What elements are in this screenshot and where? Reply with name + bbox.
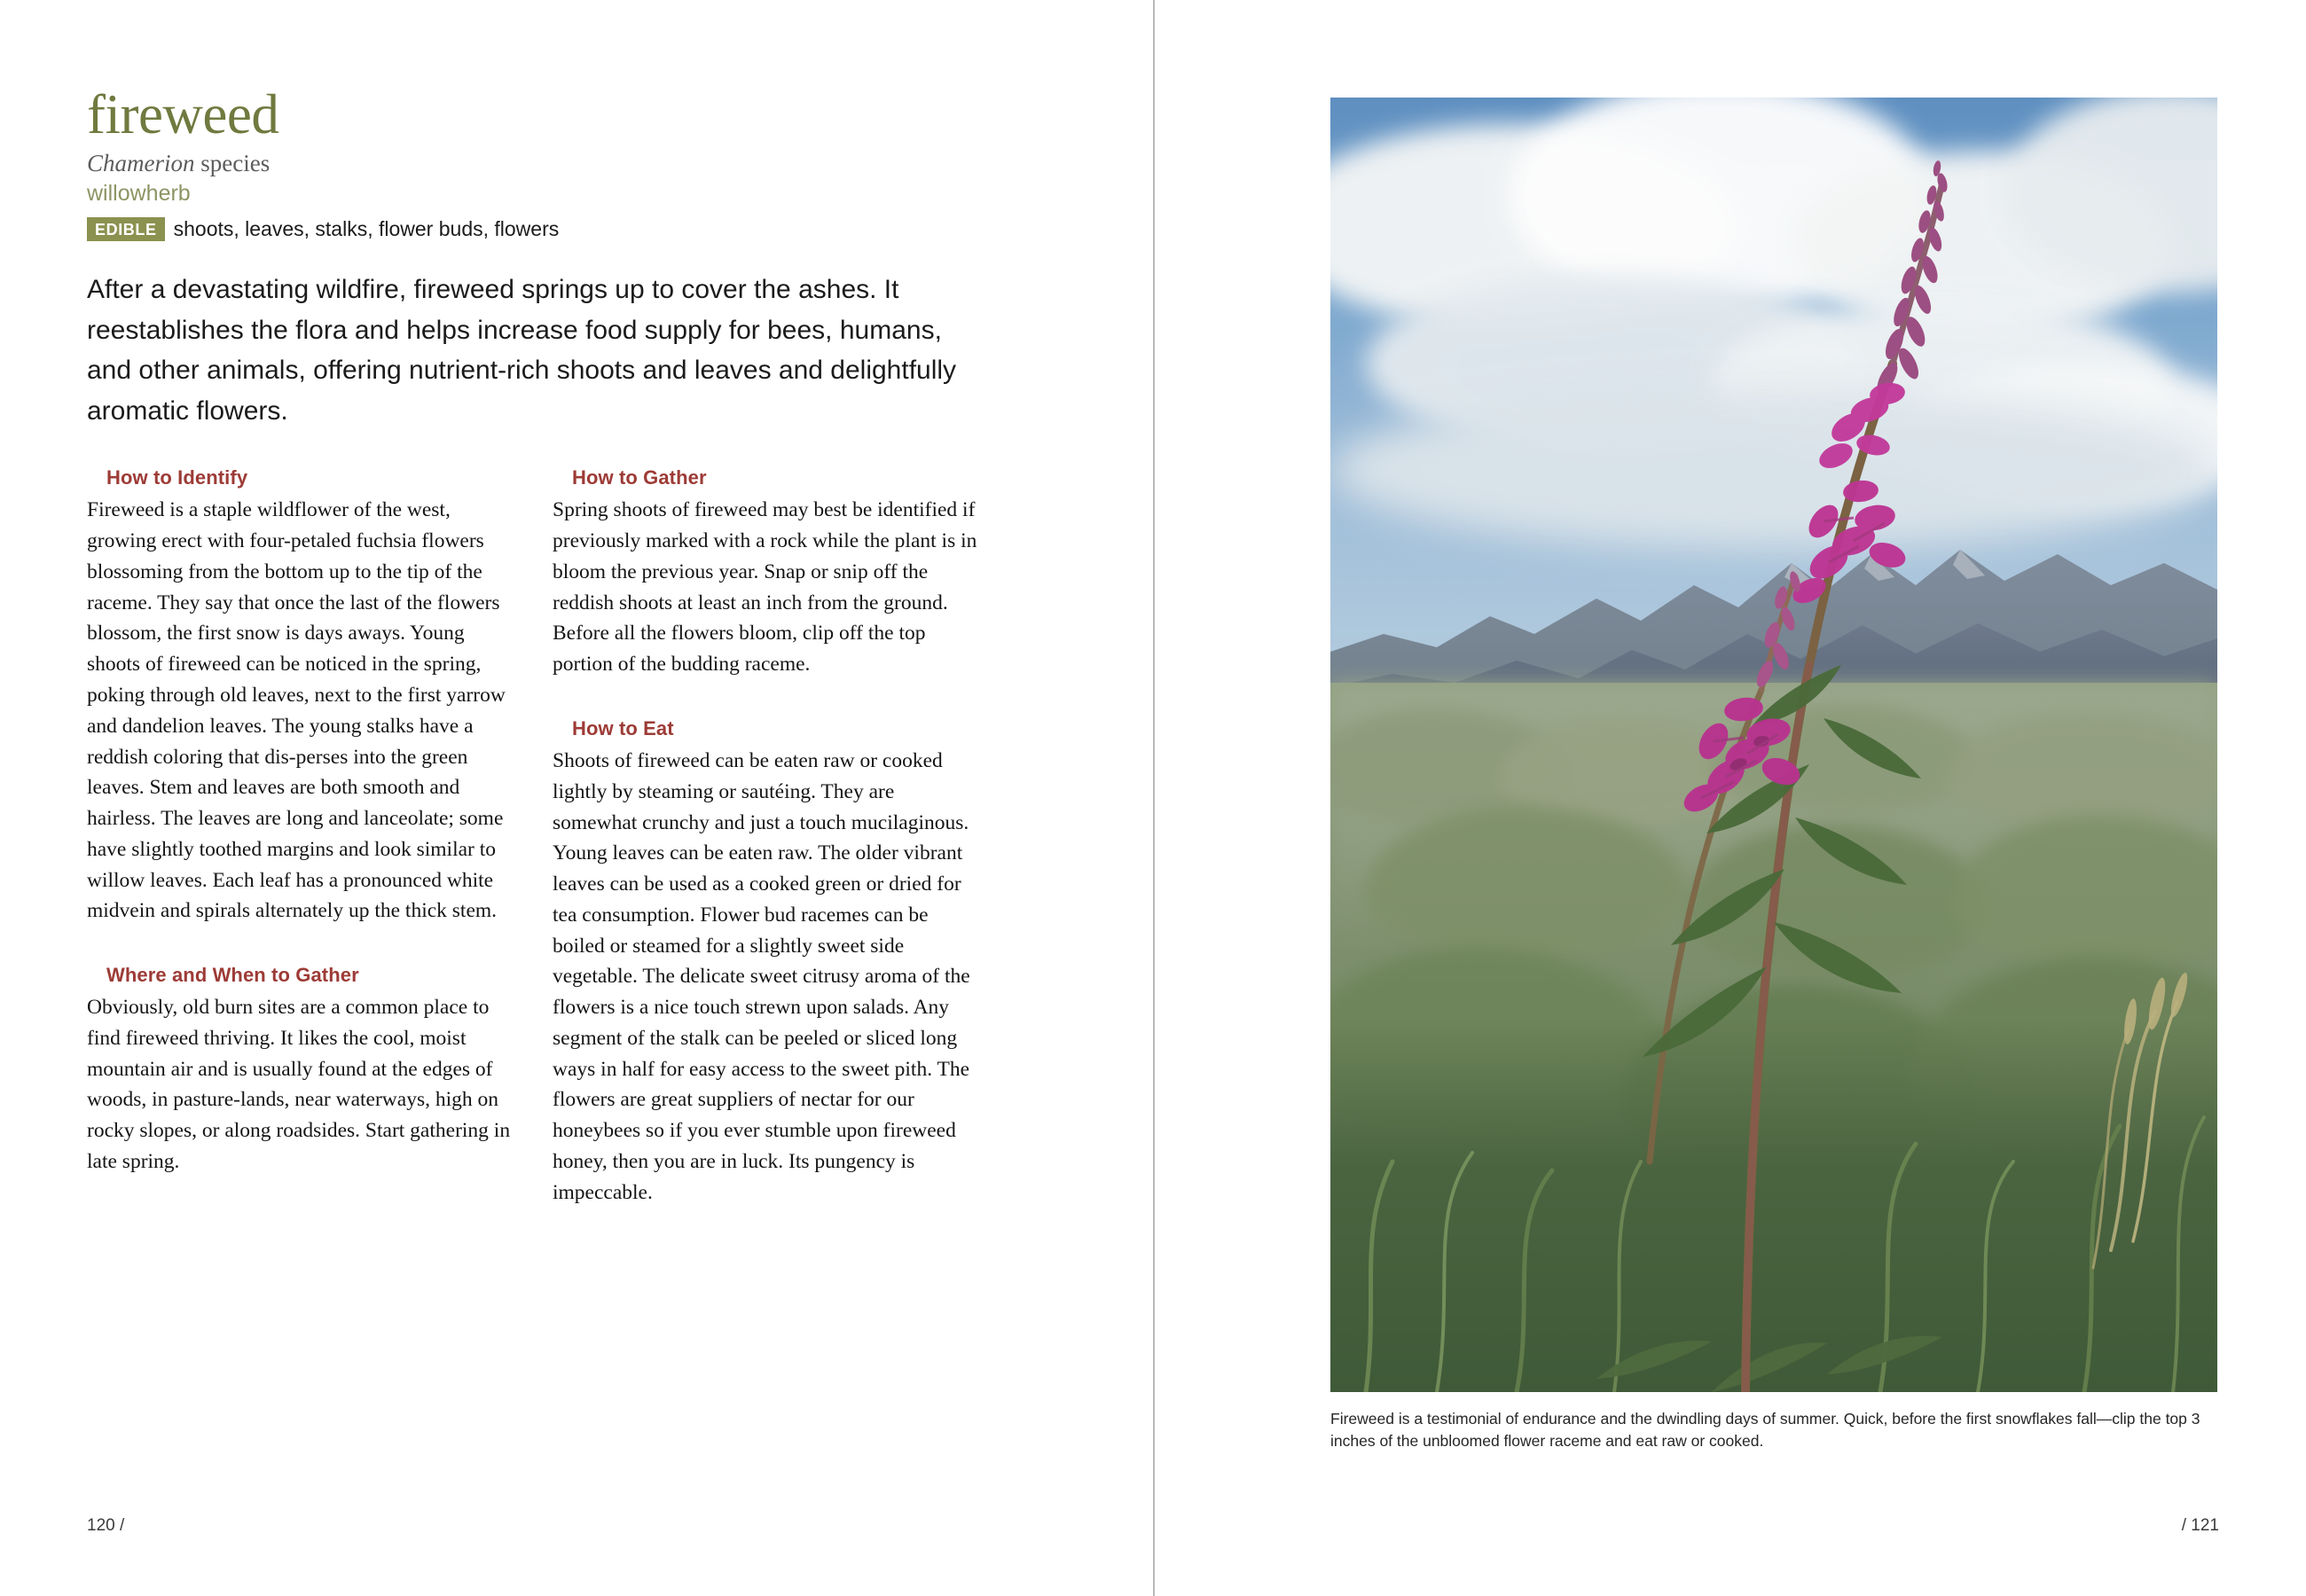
flower-cluster-mid	[1789, 479, 1909, 608]
column-left	[87, 466, 517, 1208]
right-page	[1153, 0, 2306, 1596]
common-name: willowherb	[87, 181, 191, 206]
heading-how-to-gather: How to Gather	[572, 466, 707, 489]
fireweed-plant	[1330, 98, 2217, 1392]
two-column-body	[87, 466, 983, 1208]
fireweed-secondary-raceme	[1753, 570, 1802, 690]
left-page-content	[87, 83, 983, 1208]
heading-how-to-eat: How to Eat	[572, 716, 674, 739]
heading-where-and-when-to-gather: Where and When to Gather	[106, 964, 359, 987]
edible-row	[87, 217, 983, 241]
body-where-and-when-to-gather: Obviously, old burn sites are a common place to find fireweed thriving. It likes the cool, moist mountain air and is usually found at the edges of woods, in pasture-lands, near waterways, high on rocky slopes, or along roadsides. Start gathering in late spring.	[87, 996, 511, 1173]
body-how-to-gather: Spring shoots of fireweed may best be identified if previously marked with a rock while the plant is in bloom the previous year. Snap or snip off the reddish shoots at least an inch from the ground. Before all the flowers bloom, clip off the top portion of the budding raceme.	[553, 498, 977, 677]
latin-name	[87, 150, 983, 177]
latin-genus: Chamerion	[87, 150, 195, 176]
edible-badge: EDIBLE	[87, 217, 165, 241]
photo-caption: Fireweed is a testimonial of endurance and the dwindling days of summer. Quick, before the first snowflakes fall—clip the top 3 inches of the unbloomed flower raceme and eat raw or cooked.	[1330, 1410, 2200, 1451]
page-number-left: 120 /	[87, 1516, 125, 1535]
body-how-to-identify: Fireweed is a staple wildflower of the west, growing erect with four-petaled fuchsia flowers blossoming from the bottom up to the tip of the raceme. They say that once the last of the flowers blossom, the first snow is days aways. Young shoots of fireweed can be noticed in the spring, poking through old leaves, next to the first yarrow and dandelion leaves. The young stalks have a reddish coloring that dis-perses into the green leaves. Stem and leaves are both smooth and hairless. The leaves are long and lanceolate; some have slightly toothed margins and look similar to willow leaves. Each leaf has a pronounced white midvein and spirals alternately up the thick stem.	[87, 498, 506, 923]
body-how-to-eat: Shoots of fireweed can be eaten raw or cooked lightly by steaming or sautéing. They are somewhat crunchy and just a touch mucilaginous. Young leaves can be eaten raw. The older vibrant leaves can be used as a cooked green or dried for tea consumption. Flower bud racemes can be boiled or steamed for a slightly sweet side vegetable. The delicate sweet citrusy aroma of the flowers is a nice touch strewn upon salads. Any segment of the stalk can be peeled or sliced long ways in half for easy access to the sweet pith. The flowers are great suppliers of nectar for our honeybees so if you ever stumble upon fireweed honey, then you are in luck. Its pungency is impeccable.	[553, 748, 970, 1204]
page-title: fireweed	[87, 83, 279, 145]
fireweed-photograph	[1330, 98, 2217, 1392]
heading-how-to-identify: How to Identify	[106, 466, 248, 489]
edible-parts-text: shoots, leaves, stalks, flower buds, flowers	[173, 217, 560, 240]
intro-paragraph: After a devastating wildfire, fireweed springs up to cover the ashes. It reestablishes the flora and helps increase food supply for bees, humans, and other animals, offering nutrient-rich shoots and leaves and delightfully aromatic flowers.	[87, 275, 957, 426]
latin-species: species	[194, 150, 271, 176]
column-right	[553, 466, 983, 1208]
flower-raceme-buds	[1816, 160, 1949, 473]
page-number-right: / 121	[2181, 1516, 2219, 1535]
